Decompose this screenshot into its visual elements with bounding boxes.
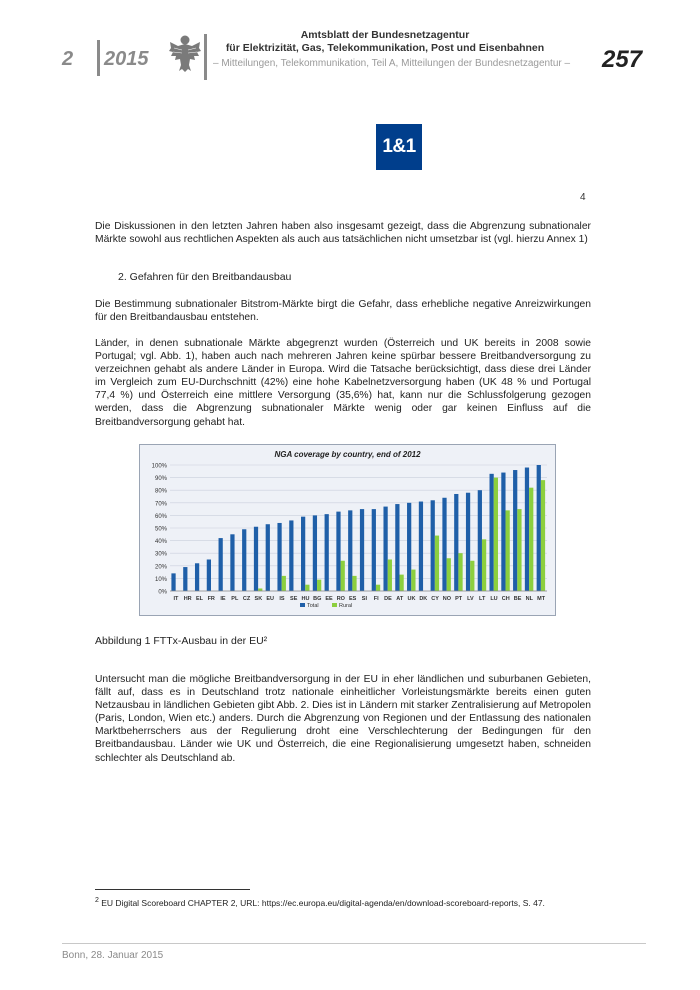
bar-total-ie: [219, 538, 223, 591]
x-tick-label: SI: [361, 596, 367, 602]
footnote: [95, 897, 545, 908]
x-tick-label: EL: [195, 596, 203, 602]
bar-total-ch: [501, 473, 505, 591]
x-tick-label: EE: [325, 596, 333, 602]
issue-number: 2: [62, 48, 74, 70]
bar-rural-lt: [482, 539, 486, 591]
bar-total-uk: [407, 503, 411, 591]
bar-rural-cy: [435, 536, 439, 591]
bar-total-es: [348, 510, 352, 591]
bar-total-pl: [230, 534, 234, 591]
bar-total-de: [383, 507, 387, 591]
bar-rural-hu: [305, 585, 309, 591]
x-tick-label: FR: [207, 596, 215, 602]
bar-total-ee: [325, 514, 329, 591]
x-tick-label: LT: [479, 596, 486, 602]
bar-total-at: [395, 504, 399, 591]
y-tick-label: 70%: [154, 501, 167, 508]
bar-total-bg: [313, 515, 317, 591]
federal-eagle-icon: [168, 32, 202, 72]
chart-canvas: [140, 445, 555, 615]
bar-total-eu: [266, 524, 270, 591]
bar-total-lt: [478, 490, 482, 591]
x-tick-label: CH: [501, 596, 510, 602]
bar-total-dk: [419, 502, 423, 591]
y-tick-label: 20%: [154, 564, 167, 571]
bar-total-nl: [525, 468, 529, 591]
section-heading: 2. Gefahren für den Breitbandausbau: [118, 271, 292, 283]
x-tick-label: IE: [220, 596, 226, 602]
footnote-text: EU Digital Scoreboard CHAPTER 2, URL: https://ec.europa.eu/digital-agenda/en/download-scoreboard-reports, S. 47.: [98, 897, 545, 908]
bar-rural-pt: [458, 553, 462, 591]
section-line: – Mitteilungen, Telekommunikation, Teil A, Mitteilungen der Bundesnetzagentur –: [213, 58, 571, 69]
y-tick-label: 10%: [154, 576, 167, 583]
footer-date: Bonn, 28. Januar 2015: [62, 950, 164, 961]
bar-total-hr: [183, 567, 187, 591]
bar-total-it: [171, 573, 175, 591]
bar-total-sk: [254, 527, 258, 591]
bar-rural-at: [399, 575, 403, 591]
nga-coverage-chart: [139, 444, 556, 616]
bar-total-si: [360, 509, 364, 591]
x-tick-label: DK: [419, 596, 428, 602]
bar-rural-de: [388, 560, 392, 592]
footnote-marker: 2: [95, 897, 99, 904]
page-number: 257: [602, 46, 643, 73]
bar-total-pt: [454, 494, 458, 591]
header-separator: [97, 40, 100, 76]
paragraph-4: Untersucht man die mögliche Breitbandversorgung in der EU in eher ländlichen und suburbanen Gebieten, fällt auf, dass es in Deutschland trotz nationale einheitlicher Vorleistungsmärkte bereits einen guten Netzausbau in ländlichen Gebieten gibt Abb. 2. Dies ist in Ländern mit starker Zentralisierung auf Metropolen (Paris, London, Wien etc.) anders. Durch die Abgrenzung von Regionen und der Entlassung des nationalen Marktbeherrschers aus der Regulierung droht eine Verschlechterung der Bedingungen für den Breitbandausbau. Länder wie UK und Österreich, die eine Regionalisierung umgesetzt haben, schneiden schlechter als Deutschland ab.: [95, 674, 591, 764]
x-tick-label: CZ: [242, 596, 251, 602]
legend-label-total: Total: [307, 603, 319, 609]
company-logo: 1&1: [376, 124, 422, 170]
bar-total-fr: [207, 560, 211, 592]
x-tick-label: HR: [183, 596, 192, 602]
gazette-subtitle: für Elektrizität, Gas, Telekommunikation, Post und Eisenbahnen: [225, 42, 545, 54]
bar-rural-uk: [411, 570, 415, 591]
bar-total-fi: [372, 509, 376, 591]
paragraph-3: Länder, in denen subnationale Märkte abgegrenzt wurden (Österreich und UK bereits in 2008 sowie Portugal; vgl. Abb. 1), haben auch nach mehreren Jahren keine spürbar bessere Breitbandversorgung zu verzeichnen gehabt als andere Länder in Europa. Wird die Tatsache berücksichtigt, dass diese drei Länder im Vergleich zum EU-Durchschnitt (42%) eine hohe Kabelnetzversorgung haben (UK 48 % und Portugal 77,4 %) und Österreich eine mittlere Versorgung (35,6%) hat, kann nur die Schlussfolgerung gezogen werden, dass die Abgrenzung subnationaler Märkte wenig oder gar keinen Einfluss auf die Breitbandversorgung gehabt hat.: [95, 338, 591, 428]
x-tick-label: LU: [490, 596, 498, 602]
bar-rural-is: [282, 576, 286, 591]
bar-total-mt: [537, 465, 541, 591]
x-tick-label: UK: [407, 596, 416, 602]
bar-rural-mt: [541, 480, 545, 591]
bar-total-be: [513, 470, 517, 591]
legend-swatch-rural: [332, 603, 337, 607]
x-tick-label: NL: [525, 596, 533, 602]
x-tick-label: SE: [290, 596, 298, 602]
y-tick-label: 0%: [158, 589, 167, 596]
x-tick-label: EU: [266, 596, 274, 602]
footnote-rule: [95, 889, 250, 890]
x-tick-label: SK: [254, 596, 263, 602]
bar-rural-nl: [529, 488, 533, 591]
x-tick-label: ES: [348, 596, 357, 602]
bar-total-se: [289, 520, 293, 591]
footer-rule: [62, 943, 646, 944]
chart-title: NGA coverage by country, end of 2012: [274, 450, 421, 459]
x-tick-label: IT: [173, 596, 179, 602]
x-tick-label: CY: [431, 596, 439, 602]
bar-rural-ro: [341, 561, 345, 591]
x-tick-label: DE: [384, 596, 392, 602]
x-tick-label: BE: [513, 596, 522, 602]
paragraph-2: Die Bestimmung subnationaler Bitstrom-Märkte birgt die Gefahr, dass erhebliche negative Anreizwirkungen für den Breitbandausbau entstehen.: [95, 299, 591, 324]
x-tick-label: PT: [455, 596, 463, 602]
y-tick-label: 30%: [154, 551, 167, 558]
bar-rural-fi: [376, 585, 380, 591]
document-page-number: 4: [580, 192, 586, 203]
bar-rural-be: [517, 509, 521, 591]
x-tick-label: IS: [279, 596, 285, 602]
legend-label-rural: Rural: [339, 603, 353, 609]
bar-rural-lu: [494, 478, 498, 591]
paragraph-1: Die Diskussionen in den letzten Jahren haben also insgesamt gezeigt, dass die Abgrenzung subnationaler Märkte sowohl aus rechtlichen Aspekten als auch aus tatsächlichen nicht umsetzbar ist (vgl. hierzu Annex 1): [95, 221, 591, 246]
bar-total-el: [195, 563, 199, 591]
header-bar: [204, 34, 207, 80]
bar-rural-es: [352, 576, 356, 591]
y-tick-label: 50%: [154, 526, 167, 533]
x-tick-label: AT: [396, 596, 404, 602]
bar-rural-lv: [470, 561, 474, 591]
bar-total-no: [442, 498, 446, 591]
bar-rural-sk: [258, 588, 262, 591]
bar-total-hu: [301, 517, 305, 591]
x-tick-label: HU: [301, 596, 310, 602]
bar-total-cy: [431, 500, 435, 591]
y-tick-label: 90%: [154, 476, 167, 483]
x-tick-label: LV: [467, 596, 474, 602]
x-tick-label: FI: [373, 596, 379, 602]
y-tick-label: 100%: [151, 463, 167, 470]
x-tick-label: BG: [313, 596, 322, 602]
y-tick-label: 60%: [154, 513, 167, 520]
bar-total-lu: [490, 474, 494, 591]
bar-rural-ch: [506, 510, 510, 591]
figure-caption: Abbildung 1 FTTx-Ausbau in der EU²: [95, 635, 268, 647]
y-tick-label: 80%: [154, 488, 167, 495]
legend-swatch-total: [300, 603, 305, 607]
gazette-title: Amtsblatt der Bundesnetzagentur: [300, 29, 470, 41]
x-tick-label: MT: [537, 596, 546, 602]
issue-year: 2015: [104, 48, 149, 70]
x-tick-label: RO: [336, 596, 345, 602]
bar-total-cz: [242, 529, 246, 591]
x-tick-label: PL: [231, 596, 239, 602]
bar-total-is: [277, 523, 281, 591]
bar-rural-bg: [317, 580, 321, 591]
bar-rural-no: [447, 558, 451, 591]
y-tick-label: 40%: [154, 539, 167, 546]
bar-total-ro: [336, 512, 340, 591]
x-tick-label: NO: [442, 596, 451, 602]
bar-total-lv: [466, 493, 470, 591]
